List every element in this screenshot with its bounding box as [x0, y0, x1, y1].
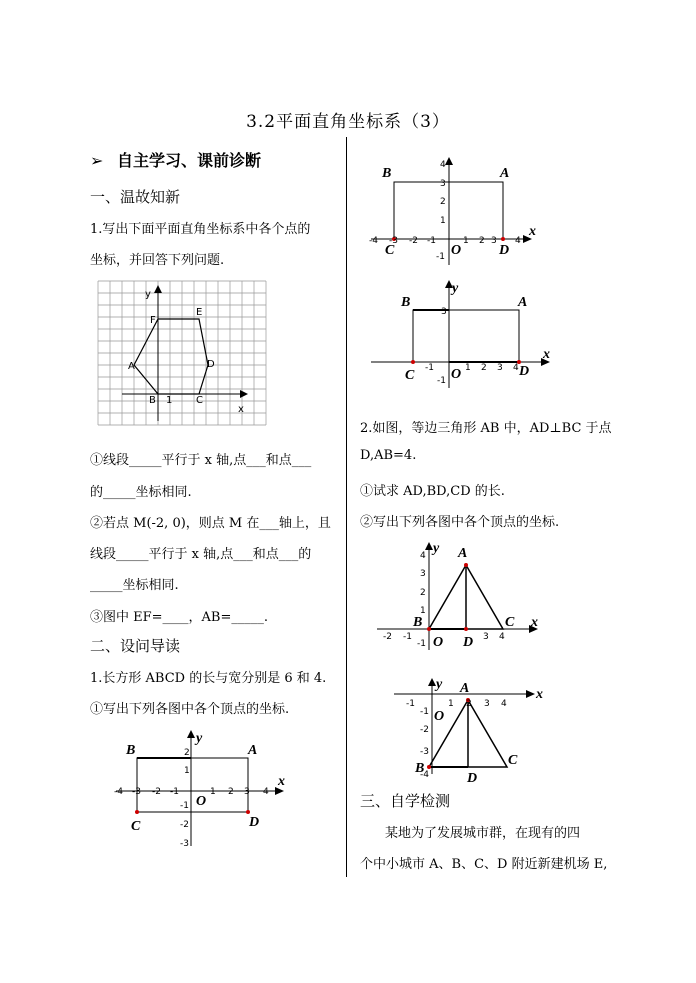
- tick-x-2: 2: [481, 363, 487, 373]
- label-y: y: [452, 281, 459, 296]
- label-x: x: [278, 774, 285, 789]
- figure-hexagon-grid: [98, 281, 273, 431]
- point-D: [464, 627, 468, 631]
- tick-x-neg1: -1: [406, 699, 415, 709]
- tick-y-2: 2: [184, 748, 190, 758]
- label-B: B: [415, 761, 425, 776]
- y-axis-arrow: [428, 678, 436, 686]
- point-B: [427, 627, 431, 631]
- tick-x-4: 4: [515, 236, 521, 246]
- self-test-line1: 某地为了发展城市群，在现有的四: [385, 826, 581, 841]
- tick-x-neg1: -1: [170, 787, 179, 797]
- tick-y-neg1: -1: [420, 707, 429, 717]
- label-x: x: [531, 615, 538, 630]
- label-B: B: [413, 615, 423, 630]
- tick-x-1: 1: [210, 787, 216, 797]
- tick-x-3: 3: [497, 363, 503, 373]
- label-C: C: [405, 368, 415, 383]
- tick-x-2: 2: [479, 236, 485, 246]
- tick-y-neg3: -3: [420, 747, 429, 757]
- label-B: B: [382, 166, 392, 181]
- figure-rectangle-2: [365, 155, 550, 270]
- tick-x-3: 3: [491, 236, 497, 246]
- point-D: [246, 810, 250, 814]
- label-O: O: [196, 794, 207, 809]
- label-A: A: [458, 546, 468, 561]
- label-x: x: [238, 404, 244, 415]
- label-y: y: [436, 677, 443, 692]
- tick-x-4: 4: [513, 363, 519, 373]
- q1-answer1-line1: ①线段_____平行于 x 轴,点___和点___: [90, 453, 312, 468]
- q2-text-line1: 1.长方形 ABCD 的长与宽分别是 6 和 4.: [90, 671, 327, 686]
- y-axis-arrow: [187, 730, 195, 738]
- y-axis-arrow: [154, 285, 162, 293]
- label-C: C: [385, 243, 395, 258]
- tick-x-2: 2: [466, 699, 472, 709]
- label-A: A: [460, 681, 470, 696]
- point-A: [464, 563, 468, 567]
- label-one: 1: [166, 395, 173, 406]
- tick-x-4: 4: [263, 787, 269, 797]
- y-axis-arrow: [445, 157, 453, 165]
- tick-x-2: 2: [228, 787, 234, 797]
- tick-y-4: 4: [440, 160, 446, 170]
- arrow-bullet-icon: ➢: [90, 151, 104, 170]
- tick-x-neg2: -2: [383, 632, 392, 642]
- point-D: [501, 237, 505, 241]
- tick-y-neg1: -1: [417, 639, 426, 649]
- label-C: C: [196, 395, 203, 406]
- tick-y-1: 1: [420, 606, 426, 616]
- q1-text-line2: 坐标，并回答下列问题.: [90, 253, 225, 268]
- tick-x-1: 1: [448, 699, 454, 709]
- tick-y-3: 3: [440, 179, 446, 189]
- label-O: O: [434, 709, 445, 724]
- tick-y-3: 3: [441, 307, 447, 317]
- label-x: x: [543, 347, 550, 362]
- point-C: [411, 360, 415, 364]
- tick-y-neg3: -3: [180, 839, 189, 849]
- q3-text-line2: D,AB=4.: [360, 448, 417, 463]
- label-B: B: [149, 395, 156, 406]
- section-heading-text: 自主学习、课前诊断: [116, 151, 261, 170]
- tick-y-neg1: -1: [180, 801, 189, 811]
- tick-x-neg1: -1: [427, 236, 436, 246]
- tick-x-4: 4: [501, 699, 507, 709]
- label-O: O: [451, 367, 462, 382]
- q1-text-line1: 1.写出下面平面直角坐标系中各个点的: [90, 222, 311, 237]
- tick-y-3: 3: [420, 569, 426, 579]
- tick-x-neg3: -3: [389, 236, 398, 246]
- q1-answer2-line1: ②若点 M(-2, 0)，则点 M 在___轴上，且: [90, 516, 331, 531]
- tick-x-3: 3: [244, 787, 250, 797]
- point-B: [427, 765, 431, 769]
- label-y: y: [433, 541, 440, 556]
- tick-x-4: 4: [499, 632, 505, 642]
- figure-triangle-2: [390, 674, 560, 789]
- tick-x-neg2: -2: [152, 787, 161, 797]
- column-divider: [346, 137, 347, 877]
- tick-y-neg2: -2: [180, 820, 189, 830]
- q3-text-line4: ②写出下列各图中各个顶点的坐标.: [360, 515, 560, 530]
- q3-text-line1: 2.如图，等边三角形 AB 中，AD⊥BC 于点: [360, 421, 612, 436]
- label-A: A: [128, 361, 135, 372]
- tick-x-1: 1: [465, 363, 471, 373]
- q1-answer1-line2: 的_____坐标相同.: [90, 485, 192, 500]
- subsection-self-test: 三、自学检测: [360, 792, 451, 810]
- label-O: O: [451, 243, 462, 258]
- label-A: A: [518, 295, 528, 310]
- point-C: [135, 810, 139, 814]
- label-D: D: [249, 815, 260, 830]
- figure-rectangle-3: [365, 278, 555, 393]
- figure-rectangle-1: [110, 728, 295, 853]
- rectangle: [413, 310, 519, 362]
- q1-answer2-line3: _____坐标相同.: [90, 578, 179, 593]
- tick-x-3: 3: [484, 699, 490, 709]
- tick-x-neg3: -3: [132, 787, 141, 797]
- label-D: D: [519, 364, 530, 379]
- label-D: D: [207, 359, 215, 370]
- q3-text-line3: ①试求 AD,BD,CD 的长.: [360, 484, 505, 499]
- self-test-line2: 个中小城市 A、B、C、D 附近新建机场 E,: [360, 857, 608, 872]
- x-axis-arrow: [526, 690, 535, 698]
- tick-y-neg1: -1: [436, 252, 445, 262]
- label-B: B: [126, 743, 136, 758]
- tick-y-2: 2: [420, 588, 426, 598]
- q1-answer2-line2: 线段_____平行于 x 轴,点___和点___的: [90, 547, 312, 562]
- subsection-review: 一、温故知新: [90, 188, 181, 206]
- page-title: 3.2平面直角坐标系（3）: [246, 112, 450, 132]
- y-axis-arrow: [425, 542, 433, 550]
- tick-y-neg4: -4: [420, 770, 429, 780]
- label-F: F: [150, 315, 156, 326]
- q2-text-line2: ①写出下列各图中各个顶点的坐标.: [90, 702, 290, 717]
- label-C: C: [508, 753, 518, 768]
- x-axis-arrow: [240, 390, 248, 398]
- tick-x-neg4: -4: [369, 236, 378, 246]
- tick-x-3: 3: [483, 632, 489, 642]
- subsection-guided: 二、设问导读: [90, 637, 181, 655]
- label-B: B: [401, 295, 411, 310]
- tick-y-neg2: -2: [420, 725, 429, 735]
- tick-x-neg2: -2: [409, 236, 418, 246]
- tick-x-1: 1: [463, 236, 469, 246]
- q1-answer3: ③图中 EF=____，AB=_____.: [90, 610, 269, 625]
- label-O: O: [433, 635, 444, 650]
- tick-y-neg1: -1: [437, 376, 446, 386]
- rectangle: [137, 758, 248, 812]
- label-D: D: [499, 243, 510, 258]
- tick-y-2: 2: [440, 197, 446, 207]
- tick-x-neg1: -1: [425, 363, 434, 373]
- figure-triangle-1: [375, 538, 545, 653]
- label-C: C: [131, 819, 141, 834]
- label-D: D: [467, 771, 478, 786]
- label-y: y: [145, 289, 151, 300]
- tick-y-4: 4: [420, 551, 426, 561]
- label-x: x: [529, 224, 536, 239]
- label-x: x: [536, 687, 543, 702]
- label-A: A: [500, 166, 510, 181]
- tick-y-1: 1: [440, 216, 446, 226]
- label-D: D: [463, 635, 474, 650]
- label-A: A: [248, 743, 258, 758]
- label-y: y: [196, 731, 203, 746]
- tick-x-neg4: -4: [114, 787, 123, 797]
- label-E: E: [196, 307, 203, 318]
- label-C: C: [505, 615, 515, 630]
- tick-x-neg1: -1: [403, 632, 412, 642]
- tick-y-1: 1: [184, 766, 190, 776]
- hexagon: [134, 319, 208, 394]
- section-heading-self-study: [90, 148, 261, 171]
